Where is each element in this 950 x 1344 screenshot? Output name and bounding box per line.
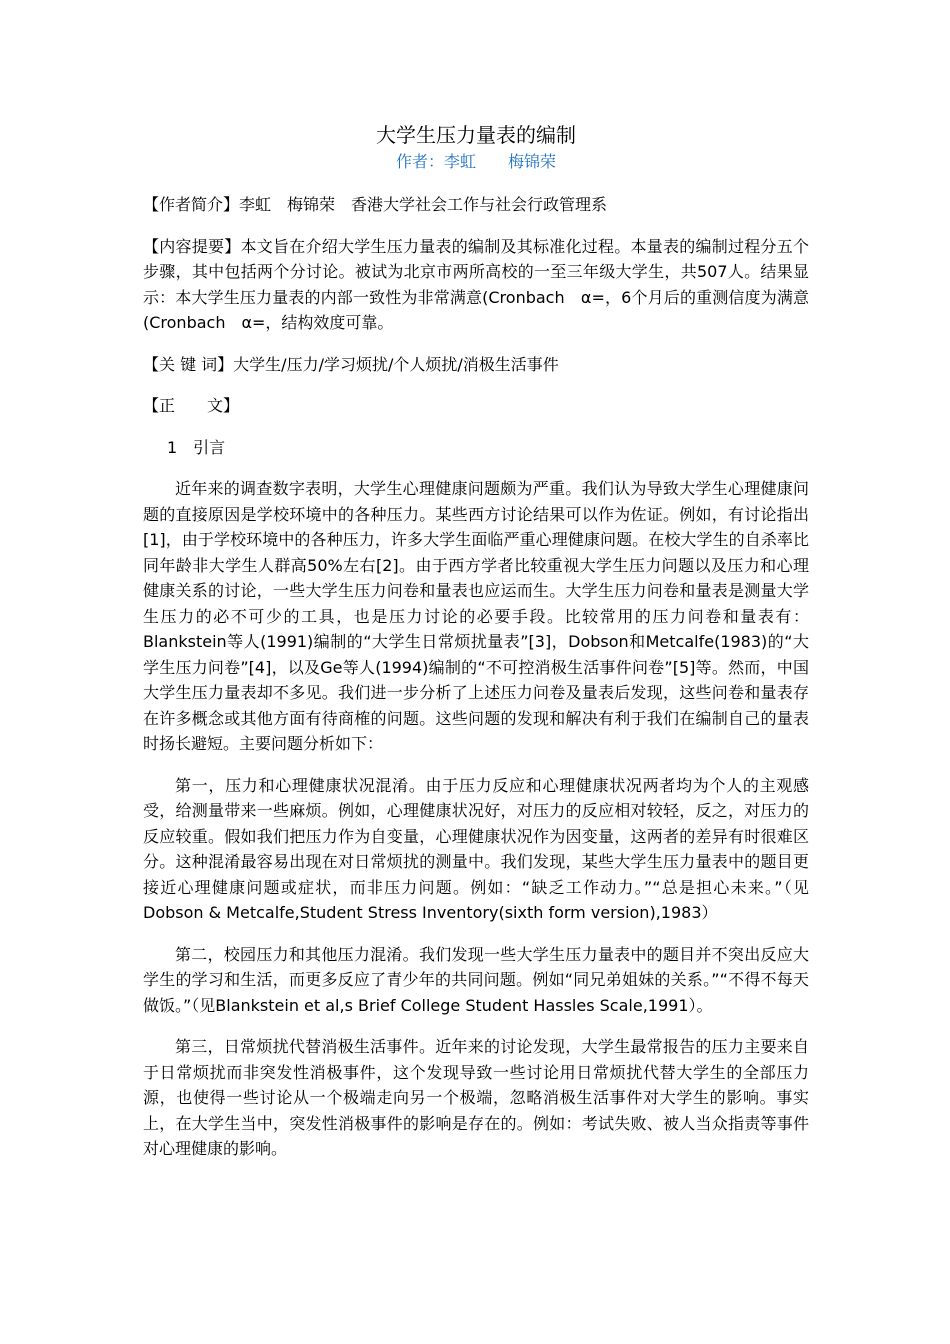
author-line[interactable]: 作者：李虹 梅锦荣	[395, 152, 556, 171]
document-title: 大学生压力量表的编制	[376, 123, 576, 147]
section-heading-introduction: 1 引言	[167, 437, 226, 457]
keywords: 【关 键 词】大学生/压力/学习烦扰/个人烦扰/消极生活事件	[143, 354, 559, 374]
body-paragraph: 第二，校园压力和其他压力混淆。我们发现一些大学生压力量表中的题目并不突出反应大学生的学习和生活，而更多反应了青少年的共同问题。例如“同兄弟姐妹的关系。”“不得不每天做饭。”（见Blankstein et al,s Brief College Student Hassles Scale,1991）。	[143, 944, 809, 1015]
body-label: 【正 文】	[143, 396, 240, 415]
document-page	[143, 120, 809, 1178]
body-paragraph: 近年来的调查数字表明，大学生心理健康问题颇为严重。我们认为导致大学生心理健康问题的直接原因是学校环境中的各种压力。某些西方讨论结果可以作为佐证。例如，有讨论指出[1]，由于学校环境中的各种压力，许多大学生面临严重心理健康问题。在校大学生的自杀率比同年龄非大学生人群高50%左右[2]。由于西方学者比较重视大学生压力问题以及压力和心理健康关系的讨论，一些大学生压力问卷和量表也应运而生。大学生压力问卷和量表是测量大学生压力的必不可少的工具，也是压力讨论的必要手段。比较常用的压力问卷和量表有：Blankstein等人(1991)编制的“大学生日常烦扰量表”[3]，Dobson和Metcalfe(1983)的“大学生压力问卷”[4]，以及Ge等人(1994)编制的“不可控消极生活事件问卷”[5]等。然而，中国大学生压力量表却不多见。我们进一步分析了上述压力问卷及量表后发现，这些问卷和量表存在许多概念或其他方面有待商榷的问题。这些问题的发现和解决有利于我们在编制自己的量表时扬长避短。主要问题分析如下：	[143, 479, 809, 753]
author-intro: 【作者简介】李虹 梅锦荣 香港大学社会工作与社会行政管理系	[143, 195, 608, 214]
body-paragraph: 第三，日常烦扰代替消极生活事件。近年来的讨论发现，大学生最常报告的压力主要来自于日常烦扰而非突发性消极事件，这个发现导致一些讨论用日常烦扰代替大学生的全部压力源，也使得一些讨论从一个极端走向另一个极端，忽略消极生活事件对大学生的影响。事实上，在大学生当中，突发性消极事件的影响是存在的。例如：考试失败、被人当众指责等事件对心理健康的影响。	[143, 1037, 809, 1158]
abstract: 【内容提要】本文旨在介绍大学生压力量表的编制及其标准化过程。本量表的编制过程分五个步骤，其中包括两个分讨论。被试为北京市两所高校的一至三年级大学生，共507人。结果显示：本大学生压力量表的内部一致性为非常满意(Cronbach α=，6个月后的重测信度为满意(Cronbach α=，结构效度可靠。	[143, 236, 809, 332]
body-paragraph: 第一，压力和心理健康状况混淆。由于压力反应和心理健康状况两者均为个人的主观感受，给测量带来一些麻烦。例如，心理健康状况好，对压力的反应相对较轻，反之，对压力的反应较重。假如我们把压力作为自变量，心理健康状况作为因变量，这两者的差异有时很难区分。这种混淆最容易出现在对日常烦扰的测量中。我们发现，某些大学生压力量表中的题目更接近心理健康问题或症状，而非压力问题。例如：“缺乏工作动力。”“总是担心未来。”（见Dobson & Metcalfe,Student Stress Inventory(sixth form version),1983）	[143, 775, 809, 922]
